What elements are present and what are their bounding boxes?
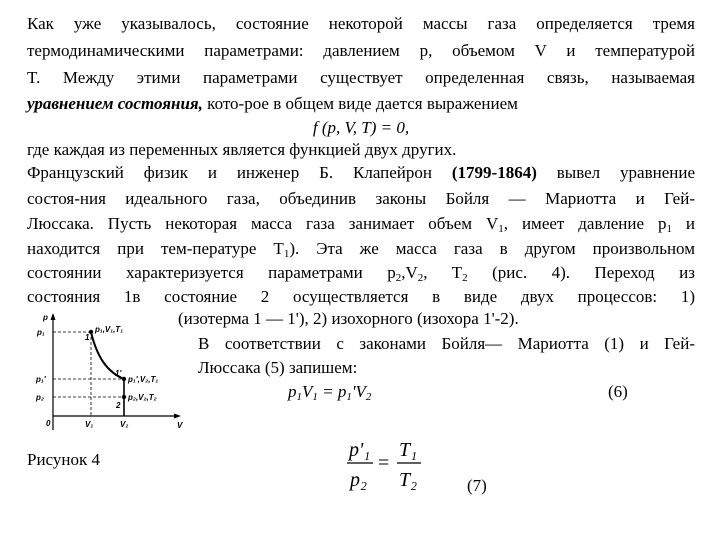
- text-line: [27, 263, 695, 283]
- text-line: [198, 334, 695, 354]
- figure-caption: Рисунок 4: [27, 450, 100, 469]
- origin-label: 0: [46, 419, 51, 428]
- equation-number: (7): [467, 476, 487, 495]
- state1prime-point: [122, 377, 126, 381]
- text-line: [27, 14, 695, 34]
- subscript: 2: [365, 391, 372, 403]
- v1-label: V₁: [85, 420, 94, 429]
- formula-line: [27, 118, 695, 138]
- v-axis-label: V: [177, 421, 183, 430]
- text-line: [198, 358, 357, 378]
- text: где каждая из переменных является функцией двух других.: [27, 140, 457, 159]
- fraction-den-right: T₂: [399, 469, 418, 491]
- v2-label: V₂: [120, 420, 129, 429]
- text: , T: [423, 263, 463, 282]
- bold-term: уравнением состояния,: [27, 94, 203, 113]
- text: ). Эта же масса газа в другом произвольном: [289, 239, 695, 258]
- subscript: 1: [498, 223, 504, 235]
- text: Люссака. Пусть некоторая масса газа занимает объем V: [27, 214, 499, 233]
- state1prime-params: p₁',V₂,T₁: [128, 375, 159, 384]
- equation-6: [288, 382, 371, 402]
- subscript: 1: [283, 248, 290, 260]
- years: (1799-1864): [451, 163, 537, 182]
- text: , имеет давление p: [503, 214, 667, 233]
- text: (рис. 4). Переход из: [467, 263, 695, 282]
- text: состоянии характеризуется параметрами p: [27, 263, 396, 282]
- var: V: [302, 382, 313, 401]
- text: термодинамическими параметрами: давлением p, объемом V и температурой: [27, 41, 695, 60]
- text: вывел уравнение: [536, 163, 695, 182]
- state1prime-label: 1': [115, 369, 122, 378]
- text-line: [27, 239, 695, 259]
- text-line: [27, 214, 695, 234]
- p2-label: p₂: [36, 393, 44, 402]
- fraction-equals: =: [378, 452, 390, 474]
- text: Французский физик и инженер Б. Клапейрон: [27, 163, 452, 182]
- text: Люссака (5) запишем:: [198, 358, 358, 377]
- text: находится при тем-пературе T: [27, 239, 284, 258]
- state2-label: 2: [116, 401, 121, 410]
- text-line: [27, 163, 695, 183]
- var: = p: [317, 382, 347, 401]
- text: Как уже указывалось, состояние некоторой массы газа определяется тремя: [27, 14, 695, 33]
- text-line: [27, 140, 695, 160]
- state1-point: [89, 330, 93, 334]
- fraction-num-left: p'₁: [349, 439, 371, 461]
- p1-label: p₁: [37, 328, 45, 337]
- text-line: [27, 68, 695, 88]
- text: T. Между этими параметрами существует определенная связь, называемая: [27, 68, 695, 87]
- text: В соответствии с законами Бойля— Мариотта (1) и Гей-: [198, 334, 695, 353]
- text-line: [178, 309, 519, 329]
- text-line: [27, 287, 695, 307]
- p-axis-arrow: [51, 313, 56, 320]
- text-line: [27, 94, 695, 114]
- equation-number: (6): [608, 382, 628, 401]
- subscript: 2: [462, 272, 468, 284]
- subscript: 2: [417, 272, 424, 284]
- state-equation: f (p, V, T) = 0,: [312, 118, 410, 137]
- state2-params: p₂,V₂,T₂: [128, 393, 157, 402]
- state2-point: [122, 395, 126, 399]
- fraction-num-right: T₁: [399, 439, 418, 461]
- p1prime-label: p₁': [36, 375, 46, 384]
- var: 'V: [351, 382, 366, 401]
- text-line: [27, 189, 695, 209]
- subscript: 1: [296, 391, 302, 403]
- equation-7: [345, 432, 425, 494]
- state1-label: 1: [85, 333, 90, 342]
- text: (изотерма 1 — 1'), 2) изохорного (изохора 1'-2).: [178, 309, 519, 328]
- subscript: 1: [346, 391, 352, 403]
- pv-diagram: [27, 312, 192, 437]
- text: ,V: [401, 263, 418, 282]
- var: p: [288, 382, 297, 401]
- p-axis-label: p: [43, 313, 48, 322]
- fraction-den-left: p₂: [350, 469, 367, 491]
- text: кото-рое в общем виде дается выражением: [202, 94, 518, 113]
- v-axis-arrow: [174, 414, 181, 419]
- text: состоя-ния идеального газа, объединив законы Бойля — Мариотта и Гей-: [27, 189, 695, 208]
- subscript: 1: [666, 223, 672, 235]
- state1-params: p₁,V₁,T₁: [95, 325, 124, 334]
- text-line: [27, 41, 695, 61]
- text: состояния 1в состояние 2 осуществляется в виде двух процессов: 1): [27, 287, 695, 306]
- text: и: [671, 214, 695, 233]
- subscript: 1: [312, 391, 318, 403]
- subscript: 2: [395, 272, 402, 284]
